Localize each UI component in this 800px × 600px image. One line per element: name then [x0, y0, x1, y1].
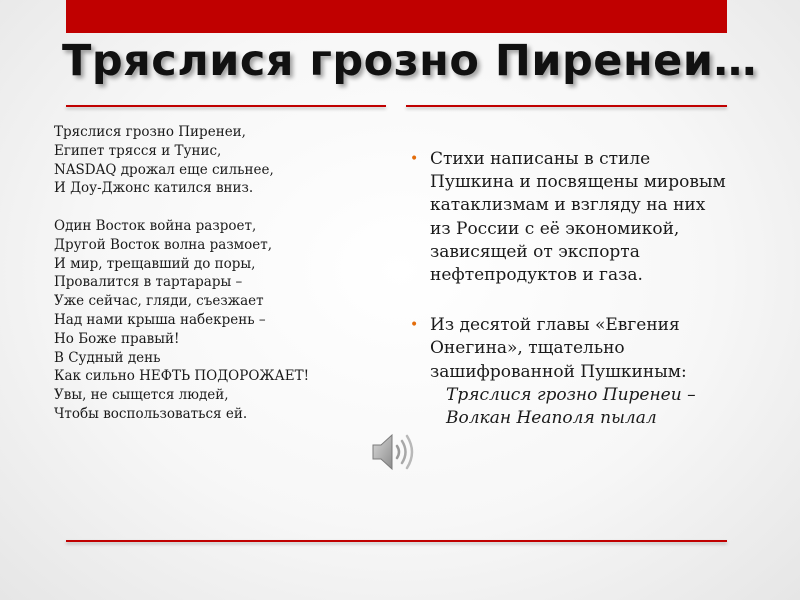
poem-line: Уже сейчас, гляди, съезжает [54, 293, 264, 310]
bullet-text: Из десятой главы «Евгения Онегина», тщательно зашифрованной Пушкиным: [430, 315, 687, 382]
bullet-item [410, 148, 728, 287]
poem-line: Египет трясся и Тунис, [54, 142, 222, 159]
poem-line: Тряслися грозно Пиренеи, [54, 124, 246, 140]
poem-line: Но Боже правый! [54, 330, 180, 347]
slide-title: Тряслися грозно Пиренеи… [62, 36, 757, 86]
poem-line: Увы, не сыщется людей, [54, 387, 229, 404]
poem-line: В Судный день [54, 349, 161, 366]
quote-line: Тряслися грозно Пиренеи – [446, 384, 696, 405]
poem-stanza-break [54, 198, 374, 217]
poem-line: Как сильно НЕФТЬ ПОДОРОЖАЕТ! [54, 368, 310, 385]
quote-line: Волкан Неаполя пылал [446, 408, 657, 429]
poem-text [54, 123, 374, 424]
bullet-item [410, 314, 728, 430]
poem-line: NASDAQ дрожал еще сильнее, [54, 161, 274, 178]
bullet-marker: • [410, 317, 419, 334]
title-divider-right [406, 105, 727, 107]
poem-line: И Доу-Джонс катился вниз. [54, 180, 254, 197]
title-divider-left [66, 105, 386, 107]
bullet-text: Стихи написаны в стиле Пушкина и посвящены мировым катаклизмам и взгляду на них из России с её экономикой, зависящей от экспорта нефтепродуктов и газа. [430, 149, 726, 286]
speaker-icon[interactable] [370, 430, 420, 474]
bottom-divider [66, 540, 727, 542]
poem-line: Чтобы воспользоваться ей. [54, 405, 248, 422]
poem-line: Один Восток война разроет, [54, 217, 257, 234]
poem-line: И мир, трещавший до поры, [54, 255, 256, 272]
poem-line: Провалится в тартарары – [54, 274, 243, 291]
bullet-list [410, 148, 728, 430]
bullet-marker: • [410, 151, 419, 167]
poem-line: Другой Восток волна размоет, [54, 236, 273, 253]
poem-line: Над нами крыша набекрень – [54, 311, 266, 328]
top-accent-bar [66, 0, 727, 33]
